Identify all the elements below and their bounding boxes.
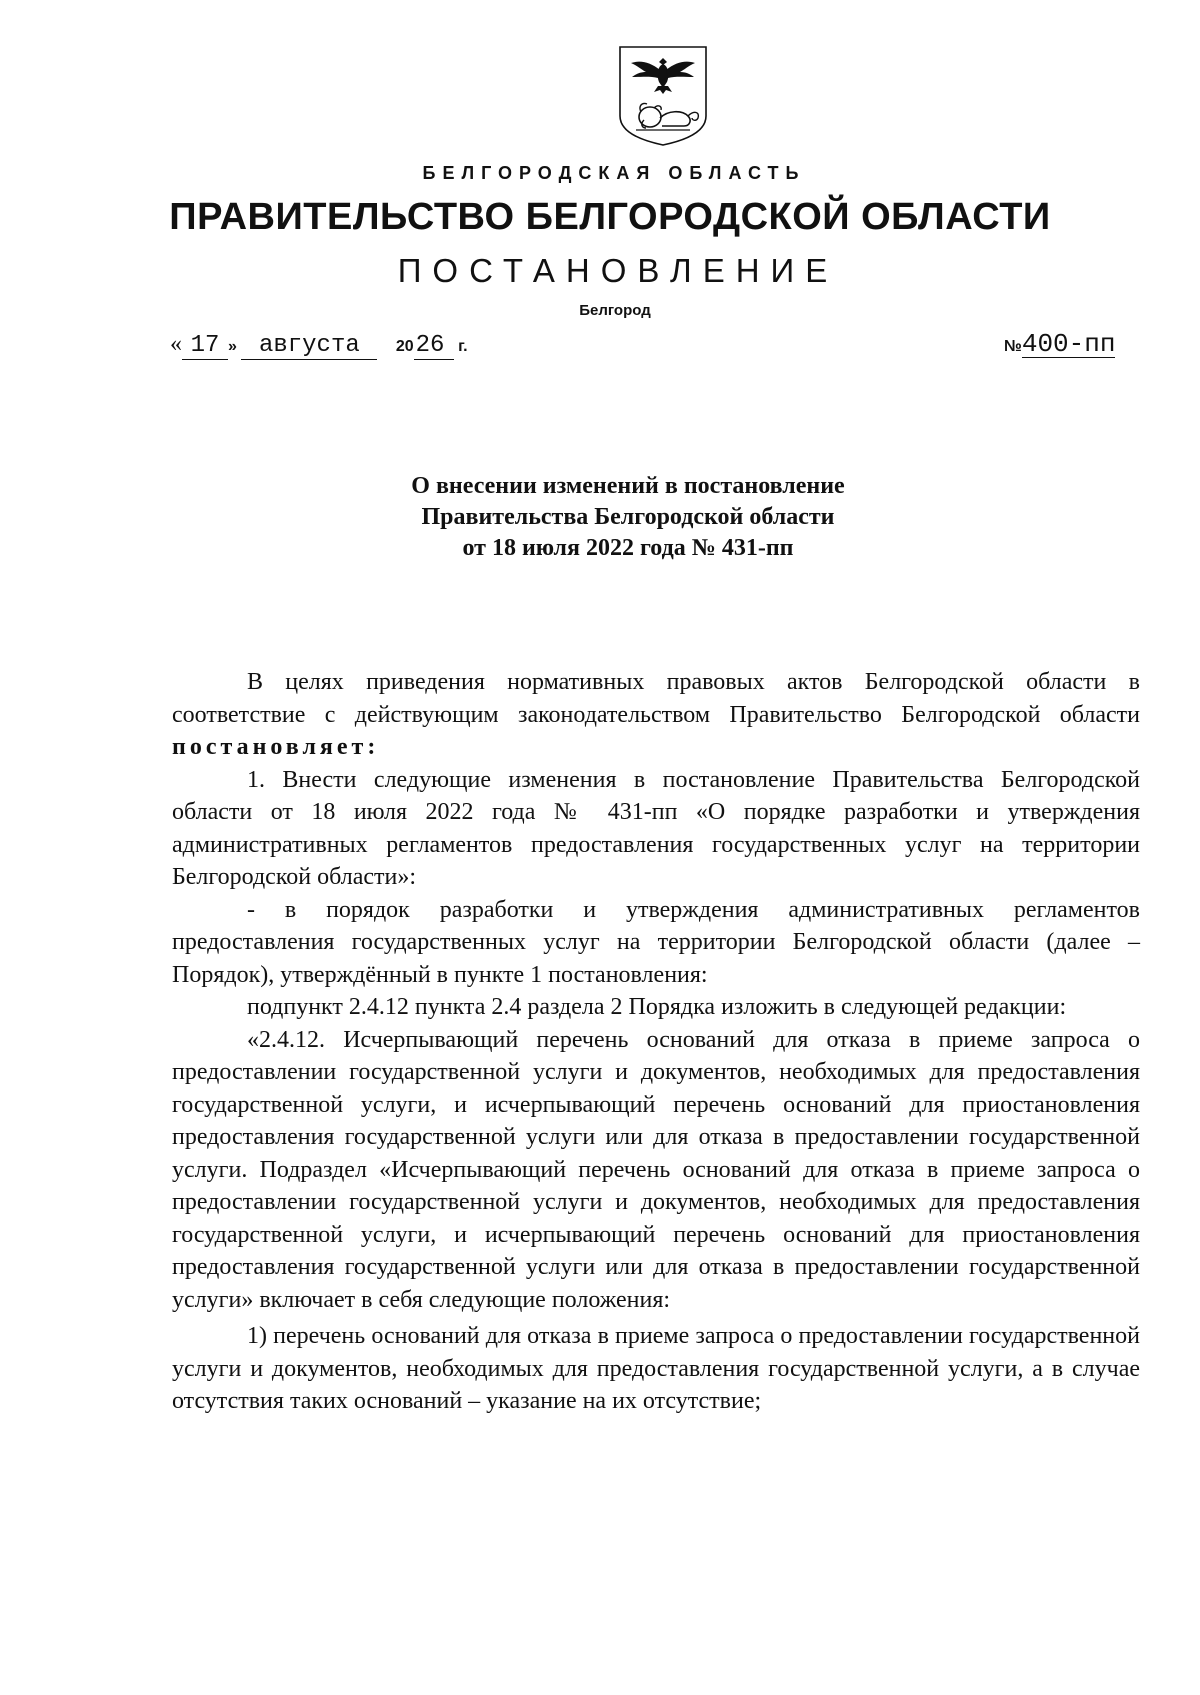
paragraph-text: В целях приведения нормативных правовых актов Белгородской области в соответствие с действующим законодательством Правительство Белгородской области bbox=[172, 669, 1140, 728]
date-day: 17 bbox=[182, 333, 228, 360]
document-type: ПОСТАНОВЛЕНИЕ bbox=[397, 252, 839, 289]
date-month: августа bbox=[241, 333, 377, 360]
coat-of-arms-emblem bbox=[616, 44, 710, 148]
date-open-quote: « bbox=[170, 331, 182, 357]
date-year-prefix: 20 bbox=[395, 338, 414, 355]
date-year-suffix: 26 bbox=[414, 333, 454, 360]
title-line: от 18 июля 2022 года № 431-пп bbox=[462, 535, 794, 561]
title-line: Правительства Белгородской области bbox=[421, 504, 835, 530]
number-prefix: № bbox=[1004, 338, 1022, 355]
body-paragraph: 1. Внести следующие изменения в постановление Правительства Белгородской области от 18 июля 2022 года № 431-пп «О порядке разработки и утверждения административных регламентов предоставления государственных услуг на территории Белгородской области»: bbox=[172, 766, 1140, 890]
city-name: Белгород bbox=[579, 302, 651, 319]
document-number bbox=[1004, 331, 1115, 358]
number-value: 400-пп bbox=[1021, 329, 1116, 359]
title-line: О внесении изменений в постановление bbox=[411, 473, 845, 499]
document-date bbox=[170, 331, 468, 360]
government-name: ПРАВИТЕЛЬСТВО БЕЛГОРОДСКОЙ ОБЛАСТИ bbox=[169, 196, 1051, 238]
document-title bbox=[0, 471, 1200, 564]
region-name: БЕЛГОРОДСКАЯ ОБЛАСТЬ bbox=[422, 163, 806, 183]
date-year-mark: г. bbox=[458, 338, 468, 355]
date-close-quote: » bbox=[228, 338, 237, 355]
body-paragraph: - в порядок разработки и утверждения административных регламентов предоставления государственных услуг на территории Белгородской области (далее – Порядок), утверждённый в пункте 1 постановления: bbox=[172, 896, 1140, 988]
body-paragraph bbox=[172, 666, 1140, 764]
resolves-keyword: постановляет: bbox=[172, 734, 380, 760]
body-paragraph: «2.4.12. Исчерпывающий перечень оснований для отказа в приеме запроса о предоставлении государственной услуги и документов, необходимых для предоставления государственной услуги, и исчерпывающий перечень оснований для приостановления предоставления государственной услуги или для отказа в предоставлении государственной услуги. Подраздел «Исчерпывающий перечень оснований для отказа в приеме запроса о предоставлении государственной услуги и документов, необходимых для предоставления государственной услуги, и исчерпывающий перечень оснований для приостановления предоставления государственной услуги или для отказа в предоставлении государственной услуги» включает в себя следующие положения: bbox=[172, 1026, 1140, 1313]
body-paragraph: 1) перечень оснований для отказа в приеме запроса о предоставлении государственной услуги и документов, необходимых для предоставления государственной услуги, а в случае отсутствия таких оснований – указание на их отсутствие; bbox=[172, 1323, 1140, 1414]
document-body bbox=[172, 666, 1140, 1418]
body-paragraph: подпункт 2.4.12 пункта 2.4 раздела 2 Порядка изложить в следующей редакции: bbox=[247, 994, 1067, 1020]
